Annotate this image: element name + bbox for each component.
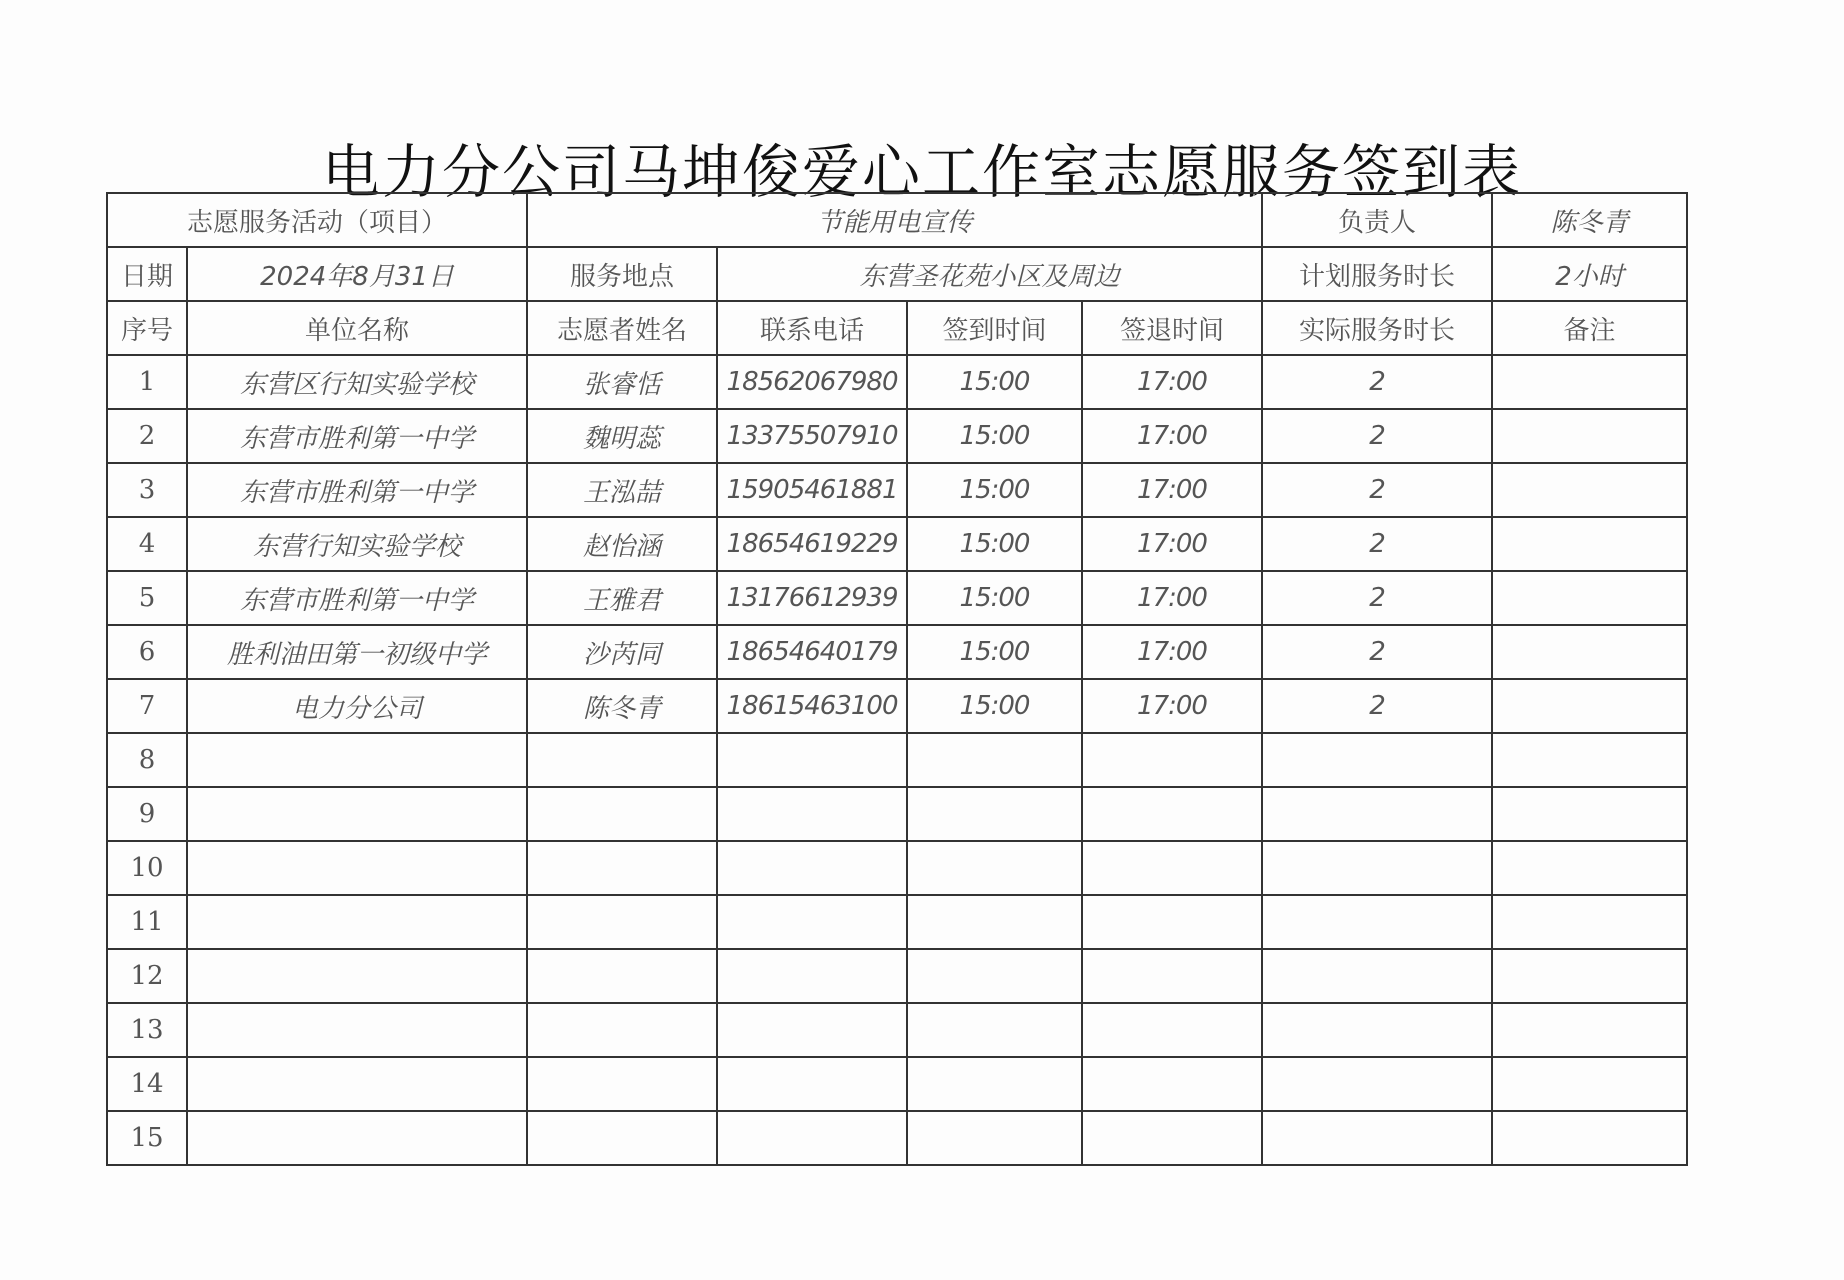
column-header-actual-hours: 实际服务时长 [1262,301,1492,355]
volunteer-name-cell: 王泓喆 [527,463,717,517]
unit-name-cell: 东营市胜利第一中学 [187,463,527,517]
planned-hours-label: 计划服务时长 [1262,247,1492,301]
table-row [107,841,1687,895]
phone-cell [717,1057,907,1111]
column-header-unit: 单位名称 [187,301,527,355]
phone-cell [717,733,907,787]
volunteer-name-cell [527,949,717,1003]
unit-name-cell [187,733,527,787]
unit-name-cell: 东营区行知实验学校 [187,355,527,409]
sign-in-time-cell [907,1111,1082,1165]
note-cell [1492,463,1687,517]
row-number: 15 [107,1111,187,1165]
unit-name-cell: 东营市胜利第一中学 [187,571,527,625]
note-cell [1492,517,1687,571]
table-row [107,679,1687,733]
actual-hours-cell [1262,733,1492,787]
table-row [107,895,1687,949]
table-row [107,733,1687,787]
table-row [107,463,1687,517]
sign-in-time-cell [907,1057,1082,1111]
sign-out-time-cell: 17:00 [1082,409,1262,463]
sign-in-table [106,192,1688,1166]
column-header-row [107,301,1687,355]
note-cell [1492,1003,1687,1057]
actual-hours-cell [1262,787,1492,841]
row-number: 11 [107,895,187,949]
table-row [107,787,1687,841]
sign-in-time-cell [907,787,1082,841]
note-cell [1492,895,1687,949]
row-number: 2 [107,409,187,463]
sign-out-time-cell: 17:00 [1082,571,1262,625]
date-row [107,247,1687,301]
actual-hours-cell: 2 [1262,625,1492,679]
volunteer-name-cell [527,1111,717,1165]
row-number: 6 [107,625,187,679]
table-row [107,517,1687,571]
sign-out-time-cell [1082,733,1262,787]
unit-name-cell [187,1111,527,1165]
actual-hours-cell [1262,841,1492,895]
sign-in-time-cell: 15:00 [907,625,1082,679]
sign-out-time-cell [1082,1057,1262,1111]
sign-in-time-cell: 15:00 [907,463,1082,517]
sign-in-time-cell [907,1003,1082,1057]
note-cell [1492,409,1687,463]
sign-in-time-cell [907,841,1082,895]
column-header-phone: 联系电话 [717,301,907,355]
sign-out-time-cell [1082,895,1262,949]
note-cell [1492,625,1687,679]
note-cell [1492,787,1687,841]
row-number: 7 [107,679,187,733]
column-header-name: 志愿者姓名 [527,301,717,355]
column-header-no: 序号 [107,301,187,355]
actual-hours-cell [1262,1057,1492,1111]
row-number: 10 [107,841,187,895]
sign-out-time-cell [1082,949,1262,1003]
sign-in-time-cell [907,733,1082,787]
sign-out-time-cell: 17:00 [1082,625,1262,679]
date-value: 2024年8月31日 [187,247,527,301]
sign-in-time-cell: 15:00 [907,517,1082,571]
row-number: 12 [107,949,187,1003]
volunteer-name-cell [527,1057,717,1111]
phone-cell [717,1111,907,1165]
unit-name-cell [187,1057,527,1111]
sign-out-time-cell: 17:00 [1082,517,1262,571]
phone-cell: 18654640179 [717,625,907,679]
sign-out-time-cell: 17:00 [1082,463,1262,517]
volunteer-name-cell: 张睿恬 [527,355,717,409]
actual-hours-cell [1262,949,1492,1003]
volunteer-name-cell [527,787,717,841]
sign-in-time-cell: 15:00 [907,355,1082,409]
column-header-sign-out: 签退时间 [1082,301,1262,355]
row-number: 3 [107,463,187,517]
table-row [107,409,1687,463]
actual-hours-cell: 2 [1262,517,1492,571]
table-row [107,1003,1687,1057]
phone-cell: 15905461881 [717,463,907,517]
phone-cell [717,1003,907,1057]
volunteer-name-cell [527,841,717,895]
volunteer-name-cell [527,1003,717,1057]
place-value: 东营圣花苑小区及周边 [717,247,1262,301]
note-cell [1492,355,1687,409]
phone-cell: 13375507910 [717,409,907,463]
actual-hours-cell [1262,895,1492,949]
note-cell [1492,949,1687,1003]
sign-out-time-cell: 17:00 [1082,355,1262,409]
date-label: 日期 [107,247,187,301]
volunteer-name-cell: 陈冬青 [527,679,717,733]
row-number: 9 [107,787,187,841]
planned-hours-value: 2小时 [1492,247,1687,301]
sign-out-time-cell [1082,1003,1262,1057]
volunteer-name-cell [527,733,717,787]
table-row [107,625,1687,679]
unit-name-cell: 东营行知实验学校 [187,517,527,571]
phone-cell [717,787,907,841]
sign-in-time-cell [907,895,1082,949]
row-number: 4 [107,517,187,571]
unit-name-cell: 胜利油田第一初级中学 [187,625,527,679]
table-row [107,355,1687,409]
actual-hours-cell: 2 [1262,463,1492,517]
phone-cell [717,841,907,895]
actual-hours-cell [1262,1003,1492,1057]
sign-in-time-cell: 15:00 [907,679,1082,733]
sign-out-time-cell: 17:00 [1082,679,1262,733]
volunteer-name-cell: 赵怡涵 [527,517,717,571]
actual-hours-cell: 2 [1262,355,1492,409]
note-cell [1492,1057,1687,1111]
phone-cell [717,895,907,949]
unit-name-cell: 电力分公司 [187,679,527,733]
sign-out-time-cell [1082,787,1262,841]
row-number: 14 [107,1057,187,1111]
phone-cell: 18615463100 [717,679,907,733]
unit-name-cell: 东营市胜利第一中学 [187,409,527,463]
unit-name-cell [187,949,527,1003]
sign-in-time-cell [907,949,1082,1003]
sign-in-time-cell: 15:00 [907,409,1082,463]
row-number: 13 [107,1003,187,1057]
note-cell [1492,571,1687,625]
row-number: 5 [107,571,187,625]
sign-out-time-cell [1082,1111,1262,1165]
column-header-note: 备注 [1492,301,1687,355]
table-row [107,949,1687,1003]
leader-value: 陈冬青 [1492,193,1687,247]
volunteer-name-cell: 王雅君 [527,571,717,625]
table-row [107,571,1687,625]
unit-name-cell [187,1003,527,1057]
row-number: 1 [107,355,187,409]
sign-in-time-cell: 15:00 [907,571,1082,625]
unit-name-cell [187,841,527,895]
table-row [107,1111,1687,1165]
activity-label: 志愿服务活动（项目） [107,193,527,247]
phone-cell [717,949,907,1003]
activity-row [107,193,1687,247]
activity-value: 节能用电宣传 [527,193,1262,247]
actual-hours-cell [1262,1111,1492,1165]
leader-label: 负责人 [1262,193,1492,247]
note-cell [1492,733,1687,787]
row-number: 8 [107,733,187,787]
unit-name-cell [187,895,527,949]
actual-hours-cell: 2 [1262,409,1492,463]
actual-hours-cell: 2 [1262,571,1492,625]
volunteer-name-cell: 魏明蕊 [527,409,717,463]
note-cell [1492,841,1687,895]
sign-out-time-cell [1082,841,1262,895]
actual-hours-cell: 2 [1262,679,1492,733]
place-label: 服务地点 [527,247,717,301]
volunteer-name-cell: 沙芮同 [527,625,717,679]
phone-cell: 13176612939 [717,571,907,625]
column-header-sign-in: 签到时间 [907,301,1082,355]
phone-cell: 18562067980 [717,355,907,409]
note-cell [1492,1111,1687,1165]
document-title: 电力分公司马坤俊爱心工作室志愿服务签到表 [321,138,1522,206]
unit-name-cell [187,787,527,841]
volunteer-name-cell [527,895,717,949]
phone-cell: 18654619229 [717,517,907,571]
note-cell [1492,679,1687,733]
table-row [107,1057,1687,1111]
